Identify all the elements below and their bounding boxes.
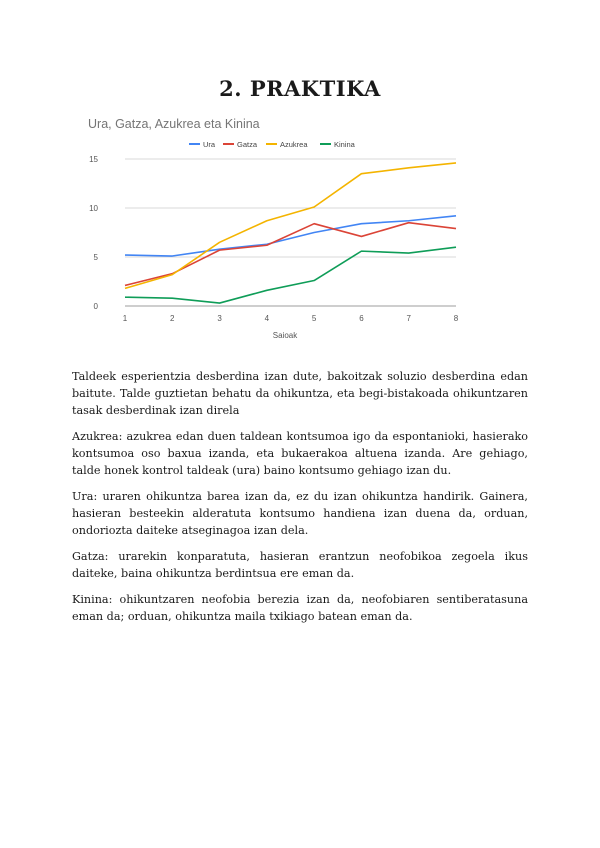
legend-label-ura: Ura [203,140,216,149]
legend-label-kinina: Kinina [334,140,355,149]
y-tick-label: 15 [89,155,98,164]
x-tick-label: 2 [170,314,175,323]
y-axis-ticks [89,155,98,311]
paragraph-5: Kinina: ohikuntzaren neofobia berezia izan da, neofobiaren sentiberatasuna eman da; orduan, ohikuntza maila txikiago batean eman da. [72,593,528,623]
series-line-ura [125,216,456,256]
x-tick-label: 8 [453,314,459,323]
series-line-azukrea [125,163,456,288]
series-line-gatza [125,223,456,286]
page-title: 2. PRAKTIKA [219,76,381,101]
y-tick-label: 0 [93,302,98,311]
y-tick-label: 10 [89,204,98,213]
chart-legend [189,140,356,149]
chart-series [125,163,456,303]
paragraph-1: Taldeek esperientzia desberdina izan dute, bakoitzak soluzio desberdina edan baitute. Talde guztietan behatu da ohikuntza, eta begi-bistakoada ohikuntzaren tasak desberdinak izan direla [72,370,528,417]
legend-label-azukrea: Azukrea [280,140,308,149]
x-tick-label: 3 [217,314,222,323]
x-axis-ticks [123,314,459,323]
y-tick-label: 5 [93,253,98,262]
chart-title: Ura, Gatza, Azukrea eta Kinina [88,117,260,131]
x-tick-label: 4 [264,314,270,323]
x-tick-label: 6 [359,314,364,323]
chart-svg [80,112,480,352]
x-tick-label: 7 [406,314,411,323]
paragraph-3: Ura: uraren ohikuntza barea izan da, ez du izan ohikuntza handirik. Gainera, hasieran besteekin alderatuta kontsumo handiena izan duena da, orduan, ondoriozta daiteke atseginagoa izan dela. [72,490,528,537]
body-text [72,368,528,634]
line-chart [80,112,480,352]
x-tick-label: 5 [311,314,317,323]
x-axis-label: Saioak [272,331,298,340]
x-tick-label: 1 [122,314,128,323]
chart-grid [125,159,456,306]
paragraph-2: Azukrea: azukrea edan duen taldean kontsumoa igo da espontanioki, hasierako kontsumoa oso baxua izanda, eta bukaerakoa altuena izanda. Are gehiago, talde honek kontrol taldeak (ura) baino kontsumo gehiago izan du. [72,430,528,477]
legend-label-gatza: Gatza [237,140,258,149]
paragraph-4: Gatza: urarekin konparatuta, hasieran erantzun neofobikoa zegoela ikus daiteke, baina ohikuntza berdintsua ere eman da. [72,550,528,580]
